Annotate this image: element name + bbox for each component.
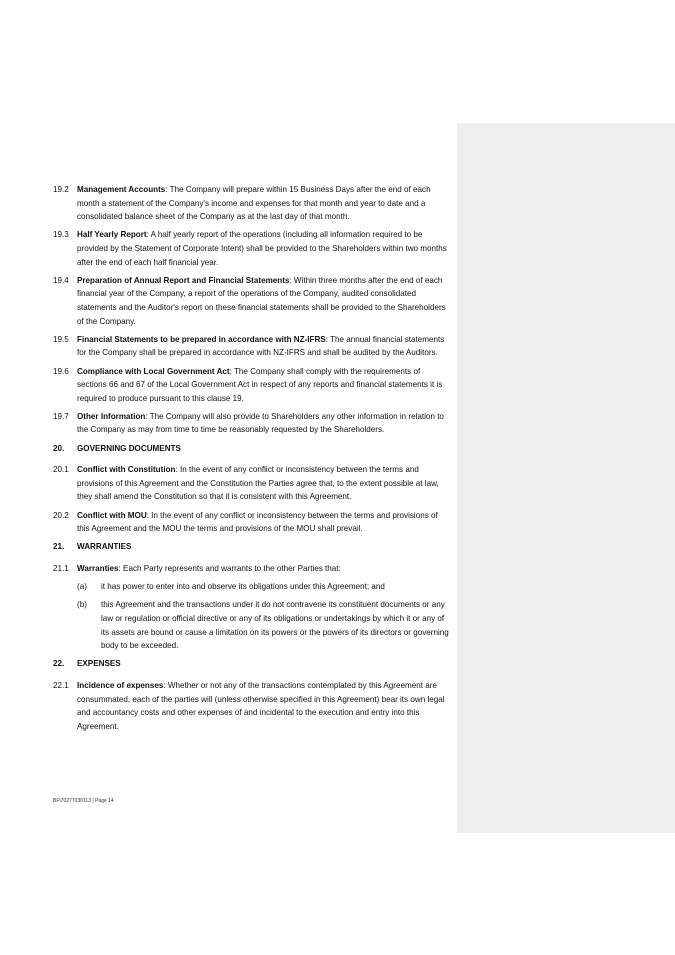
clause-19-4 [53, 274, 451, 328]
clause-body [77, 509, 451, 536]
clause-body [77, 562, 451, 576]
clause-title: Financial Statements to be prepared in accordance with NZ-IFRS [77, 334, 326, 344]
clause-title: Half Yearly Report [77, 230, 147, 240]
section-title: WARRANTIES [77, 542, 132, 552]
clause-number: 19.6 [53, 366, 69, 376]
subclause-number: (a) [77, 582, 87, 592]
clause-text: : The Company will prepare within 15 Business Days after the end of each month a statement of the Company's income and expenses for that month and year to date and a consolidated balance sheet of the Company as at the last day of that month. [77, 185, 431, 222]
clause-body [77, 365, 451, 406]
clause-text: : In the event of any conflict or inconsistency between the terms and provisions of this Agreement and the MOU the terms and provisions of the MOU shall prevail. [77, 510, 438, 534]
clause-number: 19.5 [53, 334, 69, 344]
section-heading-22 [53, 657, 451, 671]
clause-body [77, 183, 451, 224]
clause-19-3 [53, 228, 451, 269]
document-body [53, 183, 451, 738]
clause-title: Conflict with Constitution [77, 465, 176, 475]
section-heading-21 [53, 540, 451, 554]
clause-text: : Whether or not any of the transactions contemplated by this Agreement are consummated, each of the parties will (unless otherwise specified in this Agreement) bear its own legal and accountancy costs and other expenses of and incidental to the execution and entry into this Agreement. [77, 680, 445, 731]
section-title: GOVERNING DOCUMENTS [77, 443, 181, 453]
clause-text: : The Company shall comply with the requirements of sections 66 and 67 of the Local Government Act in respect of any reports and financial statements it is required to produce pursuant to this clause 19. [77, 366, 443, 403]
clause-body [77, 463, 451, 504]
clause-number: 19.7 [53, 411, 69, 421]
clause-title: Warranties [77, 564, 119, 573]
clause-text: : A half yearly report of the operations (including all information required to be provided by the Statement of Corporate Intent) shall be provided to the Shareholders within two months after the end of each half financial year. [77, 230, 447, 267]
clause-body [77, 333, 451, 360]
clause-body [77, 679, 451, 733]
clause-body [77, 274, 451, 328]
section-number: 20. [53, 443, 65, 453]
subclause-text: this Agreement and the transactions under it do not contravene its constituent documents or any law or regulation or official directive or any of its obligations or undertakings by which it or any of its assets are bound or cause a limitation on its powers or the powers of its directors or governing body to be exceeded. [101, 600, 449, 651]
clause-text: : In the event of any conflict or inconsistency between the terms and provisions of this Agreement and the Constitution the Parties agree that, to the extent possible at law, they shall amend the Constitution so that it is consistent with this Agreement. [77, 465, 439, 502]
clause-body [77, 410, 451, 437]
clause-number: 19.3 [53, 230, 69, 240]
clause-19-7 [53, 410, 451, 437]
clause-19-6 [53, 365, 451, 406]
clause-19-2 [53, 183, 451, 224]
clause-21-1 [53, 562, 451, 576]
section-heading-20 [53, 442, 451, 456]
clause-title: Incidence of expenses [77, 680, 164, 690]
subclause-text: it has power to enter into and observe its obligations under this Agreement; and [101, 582, 385, 592]
page-footer: BF\70277030113 | Page 14 [53, 798, 114, 804]
clause-number: 19.4 [53, 275, 69, 285]
section-number: 21. [53, 542, 65, 552]
clause-title: Management Accounts [77, 185, 166, 194]
clause-19-5 [53, 333, 451, 360]
section-title: EXPENSES [77, 659, 121, 669]
clause-text: : Within three months after the end of each financial year of the Company, a report of the operations of the Company, audited consolidated statements and the Auditor's report on these financial statements shall be provided to the Shareholders of the Company. [77, 275, 446, 326]
clause-text: : Each Party represents and warrants to the other Parties that: [118, 564, 341, 573]
clause-22-1 [53, 679, 451, 733]
clause-text: : The annual financial statements for the Company shall be prepared in accordance with NZ-IFRS and shall be audited by the Auditors. [77, 334, 445, 358]
section-number: 22. [53, 659, 65, 669]
clause-text: : The Company will also provide to Shareholders any other information in relation to the Company as may from time to time be reasonably requested by the Shareholders. [77, 411, 444, 435]
subclause-21-a [53, 580, 451, 594]
clause-title: Other Information [77, 411, 146, 421]
clause-number: 20.2 [53, 510, 69, 520]
clause-title: Compliance with Local Government Act [77, 366, 230, 376]
clause-number: 22.1 [53, 680, 69, 690]
clause-number: 21.1 [53, 564, 69, 573]
clause-20-1 [53, 463, 451, 504]
clause-number: 19.2 [53, 185, 69, 194]
clause-number: 20.1 [53, 465, 69, 475]
clause-body [77, 228, 451, 269]
subclause-number: (b) [77, 600, 87, 610]
comment-pane[interactable] [457, 123, 675, 833]
clause-title: Preparation of Annual Report and Financial Statements [77, 275, 290, 285]
clause-title: Conflict with MOU [77, 510, 147, 520]
subclause-21-b [53, 598, 451, 652]
clause-20-2 [53, 509, 451, 536]
